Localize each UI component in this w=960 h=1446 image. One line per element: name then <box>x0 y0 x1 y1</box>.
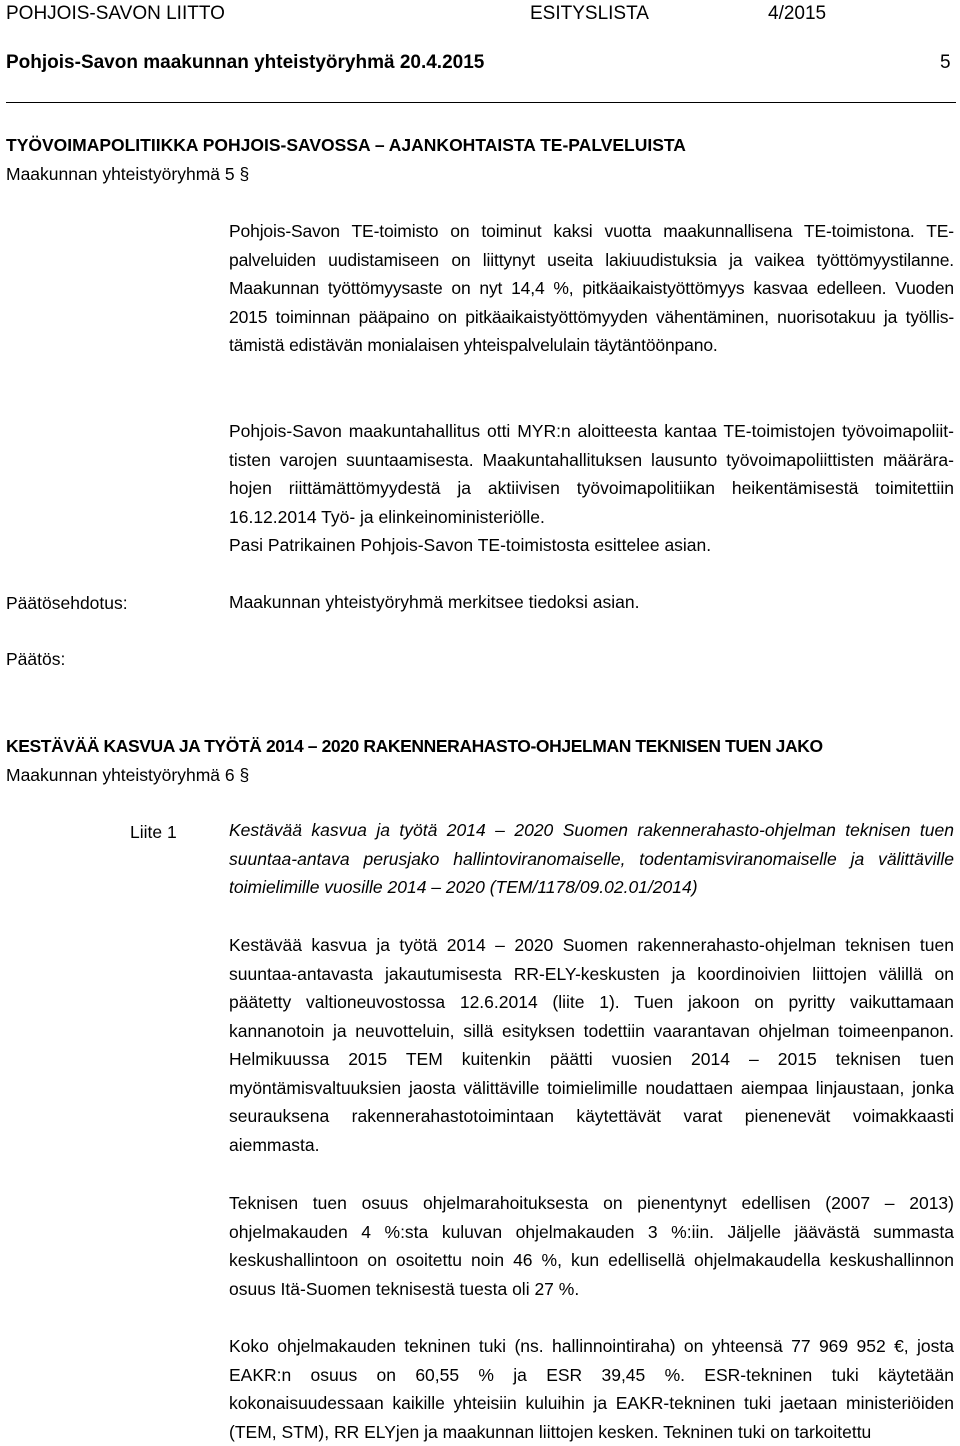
text-line: Teknisen tuen osuus ohjelmarahoituksesta on pienentynyt edellisen (2007 – 2013) <box>229 1189 954 1218</box>
text-line: (TEM, STM), RR ELYjen ja maakunnan liittojen kesken. Tekninen tuki on tarkoitettu <box>229 1418 954 1446</box>
proposal-text <box>229 588 954 617</box>
text-line: tisten varojen suuntaamisesta. Maakuntahallituksen lausunto työvoimapoliittisten määrära- <box>229 446 954 475</box>
text-line: aiemmasta. <box>229 1131 954 1160</box>
meeting-title: Pohjois-Savon maakunnan yhteistyöryhmä 20.4.2015 <box>6 51 484 75</box>
attachment-description <box>229 816 954 902</box>
decision-label: Päätös: <box>6 648 65 670</box>
attachment-label: Liite 1 <box>130 821 177 843</box>
text-line: seurauksena rakennerahastotoimintaan käytettävät varat pienenevät voimakkaasti <box>229 1102 954 1131</box>
section1-paragraph-1 <box>229 217 954 360</box>
text-line: toimielimille vuosille 2014 – 2020 (TEM/1178/09.02.01/2014) <box>229 873 954 902</box>
text-line: suuntaa-antava perusjako hallintoviranomaiselle, todentamisviranomaiselle ja välittäville <box>229 845 954 874</box>
text-line: kannanotoin ja neuvotteluin, sillä esityksen todettiin vaarantavan ohjelman toimeenpanon. <box>229 1017 954 1046</box>
section1-title: TYÖVOIMAPOLITIIKKA POHJOIS-SAVOSSA – AJANKOHTAISTA TE-PALVELUISTA <box>6 134 686 156</box>
text-line: Koko ohjelmakauden tekninen tuki (ns. hallinnointiraha) on yhteensä 77 969 952 €, josta <box>229 1332 954 1361</box>
text-line: palveluiden uudistamiseen on liittynyt useita lakiuudistuksia ja vaikea työttömyystilanne. <box>229 246 954 275</box>
organization-name: POHJOIS-SAVON LIITTO <box>6 2 225 26</box>
proposal-label: Päätösehdotus: <box>6 592 128 614</box>
text-line: Kestävää kasvua ja työtä 2014 – 2020 Suomen rakennerahasto-ohjelman teknisen tuen <box>229 931 954 960</box>
text-line: Kestävää kasvua ja työtä 2014 – 2020 Suomen rakennerahasto-ohjelman teknisen tuen <box>229 816 954 845</box>
text-line: tämistä edistävän monialaisen yhteispalvelulain täytäntöönpano. <box>229 331 954 360</box>
section2-paragraph-2 <box>229 1189 954 1303</box>
text-line: Pohjois-Savon TE-toimisto on toiminut kaksi vuotta maakunnallisena TE-toimistona. TE- <box>229 217 954 246</box>
text-line: hojen riittämättömyydestä ja aktiivisen työvoimapolitiikan heikentämisestä toimitettiin <box>229 474 954 503</box>
text-line: päätetty valtioneuvostossa 12.6.2014 (liite 1). Tuen jakoon on pyritty vaikuttamaan <box>229 988 954 1017</box>
section1-presenter <box>229 531 954 560</box>
text-line: kokonaisuudessaan kaikille yhteisiin kuluihin ja EAKR-tekninen tuki jaetaan ministeriöiden <box>229 1389 954 1418</box>
text-line: keskushallintoon on osoitettu noin 46 %, kun edellisellä ohjelmakaudella keskushallinnon <box>229 1246 954 1275</box>
text-line: Pohjois-Savon maakuntahallitus otti MYR:n aloitteesta kantaa TE-toimistojen työvoimapoliit- <box>229 417 954 446</box>
page-number: 5 <box>940 51 951 75</box>
text-line: suuntaa-antavasta jakautumisesta RR-ELY-keskusten ja koordinoivien liittojen välillä on <box>229 960 954 989</box>
text-line: EAKR:n osuus on 60,55 % ja ESR 39,45 %. ESR-tekninen tuki käytetään <box>229 1361 954 1390</box>
text-line: 2015 toiminnan pääpaino on pitkäaikaistyöttömyyden vähentäminen, nuorisotakuu ja työllis- <box>229 303 954 332</box>
section2-subtitle: Maakunnan yhteistyöryhmä 6 § <box>6 764 249 786</box>
section2-paragraph-3 <box>229 1332 954 1446</box>
text-line: Maakunnan työttömyysaste on nyt 14,4 %, pitkäaikaistyöttömyys kasvaa edelleen. Vuoden <box>229 274 954 303</box>
section2-paragraph-1 <box>229 931 954 1159</box>
text-line: Helmikuussa 2015 TEM kuitenkin päätti vuosien 2014 – 2015 teknisen tuen <box>229 1045 954 1074</box>
document-number: 4/2015 <box>768 2 826 26</box>
text-line: ohjelmakauden 4 %:sta kuluvan ohjelmakauden 3 %:iin. Jäljelle jäävästä summasta <box>229 1218 954 1247</box>
text-line: Maakunnan yhteistyöryhmä merkitsee tiedoksi asian. <box>229 588 954 617</box>
section1-paragraph-2 <box>229 417 954 531</box>
text-line: osuus Itä-Suomen teknisestä tuesta oli 27 %. <box>229 1275 954 1304</box>
section1-subtitle: Maakunnan yhteistyöryhmä 5 § <box>6 163 249 185</box>
text-line: Pasi Patrikainen Pohjois-Savon TE-toimistosta esittelee asian. <box>229 531 954 560</box>
section2-title: KESTÄVÄÄ KASVUA JA TYÖTÄ 2014 – 2020 RAKENNERAHASTO-OHJELMAN TEKNISEN TUEN JAKO <box>6 735 823 757</box>
document-type: ESITYSLISTA <box>530 2 649 26</box>
header-divider <box>6 102 956 103</box>
text-line: myöntämisvaltuuksien jaosta välittäville toimielimille noudattaen aiempaa linjaustaan, jonka <box>229 1074 954 1103</box>
text-line: 16.12.2014 Työ- ja elinkeinoministeriölle. <box>229 503 954 532</box>
